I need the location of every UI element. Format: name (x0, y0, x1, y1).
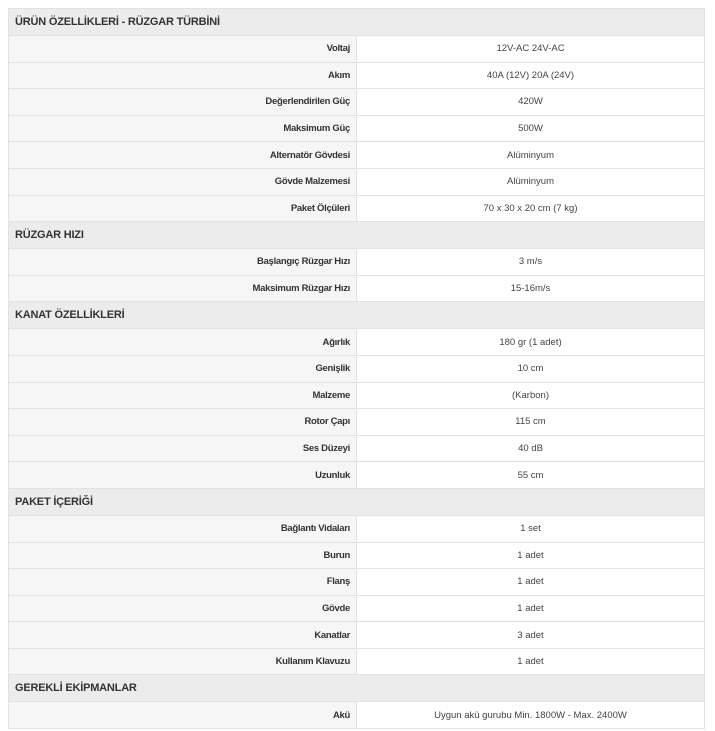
spec-label: Alternatör Gövdesi (9, 142, 357, 169)
spec-row (9, 142, 705, 169)
section-header-row (9, 222, 705, 249)
section-header-row (9, 675, 705, 702)
spec-value: 1 adet (357, 542, 705, 569)
spec-value: (Karbon) (357, 382, 705, 409)
spec-value: 10 cm (357, 355, 705, 382)
spec-row (9, 409, 705, 436)
spec-row (9, 595, 705, 622)
spec-value: 55 cm (357, 462, 705, 489)
section-header-row (9, 9, 705, 36)
spec-label: Kullanım Klavuzu (9, 648, 357, 675)
spec-label: Uzunluk (9, 462, 357, 489)
spec-row (9, 115, 705, 142)
spec-row (9, 622, 705, 649)
spec-label: Ağırlık (9, 329, 357, 356)
spec-row (9, 515, 705, 542)
spec-row (9, 569, 705, 596)
spec-row (9, 89, 705, 116)
spec-row (9, 382, 705, 409)
spec-label: Akım (9, 62, 357, 89)
spec-value: 1 adet (357, 648, 705, 675)
spec-label: Akü (9, 702, 357, 729)
spec-row (9, 36, 705, 63)
spec-value: 180 gr (1 adet) (357, 329, 705, 356)
spec-value: 1 set (357, 515, 705, 542)
spec-label: Maksimum Güç (9, 115, 357, 142)
spec-value: 40 dB (357, 435, 705, 462)
spec-row (9, 435, 705, 462)
spec-row (9, 329, 705, 356)
spec-value: Uygun akü gurubu Min. 1800W - Max. 2400W (357, 702, 705, 729)
section-title: ÜRÜN ÖZELLİKLERİ - RÜZGAR TÜRBİNİ (9, 9, 705, 36)
section-title: KANAT ÖZELLİKLERİ (9, 302, 705, 329)
section-header-row (9, 302, 705, 329)
spec-row (9, 355, 705, 382)
spec-label: Gövde Malzemesi (9, 168, 357, 195)
spec-label: Ses Düzeyi (9, 435, 357, 462)
spec-row (9, 195, 705, 222)
section-title: GEREKLİ EKİPMANLAR (9, 675, 705, 702)
section-title: PAKET İÇERİĞİ (9, 488, 705, 515)
spec-value: 1 adet (357, 569, 705, 596)
spec-value: Alüminyum (357, 168, 705, 195)
spec-value: Alüminyum (357, 142, 705, 169)
spec-value: 3 adet (357, 622, 705, 649)
spec-row (9, 168, 705, 195)
spec-label: Değerlendirilen Güç (9, 89, 357, 116)
spec-value: 500W (357, 115, 705, 142)
spec-value: 1 adet (357, 595, 705, 622)
spec-label: Gövde (9, 595, 357, 622)
spec-label: Burun (9, 542, 357, 569)
spec-value: 40A (12V) 20A (24V) (357, 62, 705, 89)
spec-label: Kanatlar (9, 622, 357, 649)
spec-label: Maksimum Rüzgar Hızı (9, 275, 357, 302)
spec-value: 115 cm (357, 409, 705, 436)
spec-value: 15-16m/s (357, 275, 705, 302)
spec-row (9, 249, 705, 276)
spec-row (9, 702, 705, 729)
spec-label: Rotor Çapı (9, 409, 357, 436)
spec-row (9, 62, 705, 89)
spec-value: 3 m/s (357, 249, 705, 276)
spec-label: Flanş (9, 569, 357, 596)
spec-row (9, 462, 705, 489)
spec-row (9, 648, 705, 675)
section-header-row (9, 488, 705, 515)
spec-label: Voltaj (9, 36, 357, 63)
spec-label: Bağlantı Vidaları (9, 515, 357, 542)
spec-row (9, 275, 705, 302)
spec-row (9, 542, 705, 569)
section-title: RÜZGAR HIZI (9, 222, 705, 249)
spec-table (8, 8, 705, 729)
spec-label: Paket Ölçüleri (9, 195, 357, 222)
spec-value: 12V-AC 24V-AC (357, 36, 705, 63)
spec-label: Başlangıç Rüzgar Hızı (9, 249, 357, 276)
spec-value: 420W (357, 89, 705, 116)
spec-label: Genişlik (9, 355, 357, 382)
spec-value: 70 x 30 x 20 cm (7 kg) (357, 195, 705, 222)
spec-label: Malzeme (9, 382, 357, 409)
